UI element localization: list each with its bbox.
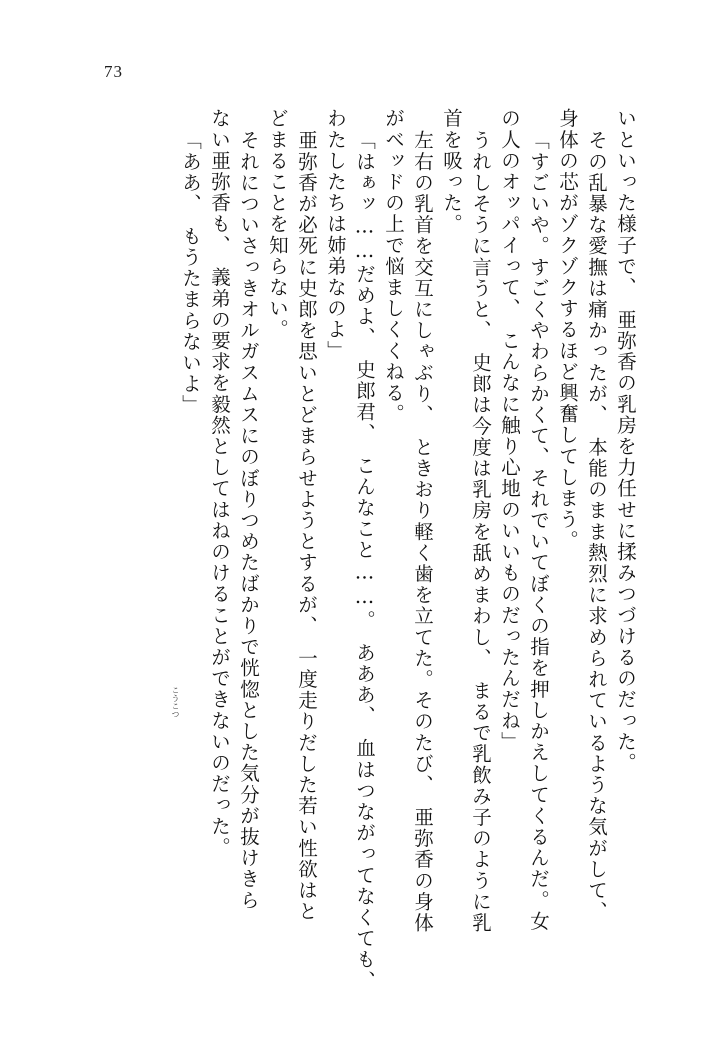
text-column: 「ああ、 もうたまらないよ」: [179, 130, 202, 416]
text-column: いといった様子で、 亜弥香の乳房を力任せに揉みつづけるのだった。: [614, 108, 637, 774]
text-column: 首を吸った。: [440, 108, 463, 235]
text-column: 「はぁッ……だめよ、 史郎君、 こんなこと……。 あああ、 血はつながってなくても、: [353, 130, 376, 992]
text-column: ない亜弥香も、 義弟の要求を毅然としてはねのけることができないのだった。: [208, 108, 231, 858]
text-column: 左右の乳首を交互にしゃぶり、 ときおり軽く歯を立てた。そのたび、 亜弥香の身体: [411, 130, 434, 934]
text-column: 身体の芯がゾクゾクするほど興奮してしまう。: [556, 108, 579, 552]
text-column: 「すごいや。すごくやわらかくて、それでいてぼくの指を押しかえしてくるんだ。女: [527, 130, 550, 932]
ruby-gloss: こうこつ: [171, 686, 180, 718]
text-column: うれしそうに言うと、 史郎は今度は乳房を舐めまわし、 まるで乳飲み子のように乳: [469, 130, 492, 934]
text-column: がベッドの上で悩ましくくねる。: [382, 108, 405, 425]
text-column: の人のオッパイって、 こんなに触り心地のいいものだったんだね」: [498, 108, 521, 753]
text-column: わたしたちは姉弟なのよ」: [324, 108, 347, 362]
text-column: 亜弥香が必死に史郎を思いとどまらせようとするが、 一度走りだした若い性欲はと: [295, 130, 318, 923]
vertical-text-block: [75, 108, 637, 992]
text-column: その乱暴な愛撫は痛かったが、 本能のまま熱烈に求められているような気がして、: [585, 130, 608, 923]
text-column: どまることを知らない。: [266, 108, 289, 341]
text-column: それについさっきオルガスムスにのぼりつめたばかりで恍惚とした気分が抜けきら: [237, 130, 260, 911]
page-number: 73: [104, 62, 123, 81]
